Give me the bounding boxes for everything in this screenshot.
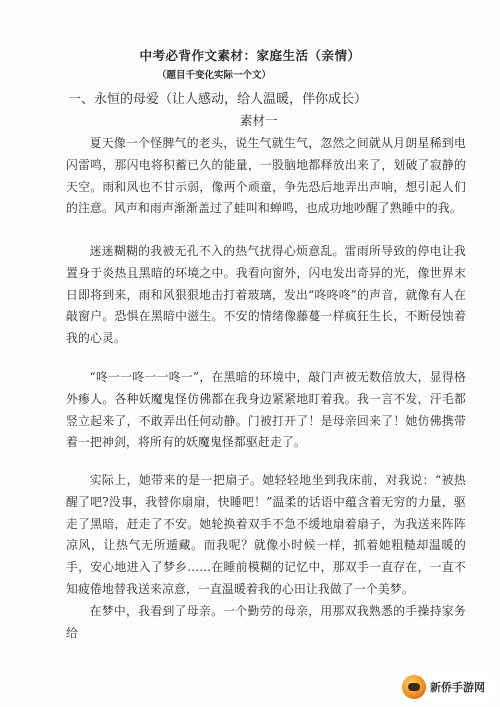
body-paragraph-2 [66,241,466,350]
watermark-text: 新侨手游网 [430,681,485,694]
section-heading: 一、永恒的母爱（让人感动，给人温暖，伴你成长） [68,92,368,107]
body-paragraph-5 [66,601,466,645]
paragraph-text: 在梦中，我看到了母亲。一个勤劳的母亲，用那双我熟悉的手操持家务给 [66,604,466,640]
paragraph-text: 实际上，她带来的是一把扇子。她轻轻地坐到我床前，对我说：“被热醒了吧?没事，我替你扇扇，快睡吧！”温柔的话语中蕴含着无穷的力量，驱走了黑暗，赶走了不安。她轮换着双手不急不缓地扇着扇子，为我送来阵阵凉风，让热气无所遁藏。而我呢？就像小时候一样，抓着她粗糙却温暖的手，安心地进入了梦乡……在睡前模糊的记忆中，那双手一直存在，一直不知疲倦地替我送来凉意，一直温暖着我的心田让我做了一个美梦。 [66,473,466,596]
document-subtitle: （题目千变化实际一个文） [157,70,272,81]
game-mascot-logo-icon [402,675,426,699]
document-title: 中考必背作文素材：家庭生活（亲情） [139,48,361,63]
paragraph-text: 夏天像一个怪脾气的老头，说生气就生气，忽然之间就从月朗星稀到电闪雷鸣，那闪电将积蓄已久的能量，一股脑地都释放出来了，划破了寂静的天空。雨和风也不甘示弱，像两个顽童，争先恐后地弄出声响，想引起人们的注意。风声和雨声渐渐盖过了蛙叫和蝉鸣，也成功地吵醒了熟睡中的我。 [66,136,466,216]
body-paragraph-3 [66,367,466,454]
site-watermark[interactable] [402,673,494,701]
material-label: 素材一 [240,113,278,128]
body-paragraph-4 [66,470,466,601]
body-paragraph-1 [66,133,466,220]
paragraph-text: 迷迷糊糊的我被无孔不入的热气扰得心烦意乱。雷雨所导致的停电让我置身于炎热且黑暗的环境之中。我看向窗外，闪电发出奇异的光，像世界末日即将到来，雨和风狠狠地击打着玻璃，发出“咚咚咚”的声音，就像有人在敲窗户。恐惧在黑暗中滋生。不安的情绪像藤蔓一样疯狂生长，不断侵蚀着我的心灵。 [66,244,466,346]
paragraph-text: “咚一一咚一一咚一”，在黑暗的环境中，敲门声被无数倍放大，显得格外瘆人。各种妖魔鬼怪仿佛都在我身边紧紧地盯着我。我一言不发，汗毛都竖立起来了，不敢弄出任何动静。门被打开了！是母亲回来了！她仿佛携带着一把神剑，将所有的妖魔鬼怪都驱赶走了。 [66,370,466,450]
